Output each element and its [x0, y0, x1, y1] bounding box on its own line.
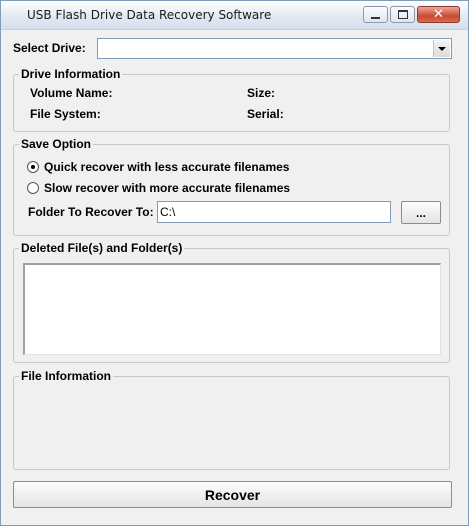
volume-name-label: Volume Name:	[30, 86, 113, 100]
window-title: USB Flash Drive Data Recovery Software	[27, 8, 272, 22]
browse-button[interactable]: ...	[401, 201, 441, 224]
title-bar[interactable]	[1, 1, 468, 30]
deleted-files-title: Deleted File(s) and Folder(s)	[21, 241, 183, 255]
drive-select[interactable]	[97, 38, 452, 59]
slow-recover-radio[interactable]	[27, 182, 39, 194]
quick-recover-label[interactable]: Quick recover with less accurate filenames	[44, 160, 290, 174]
folder-to-recover-input[interactable]: C:\	[157, 201, 391, 223]
file-information-title: File Information	[21, 369, 111, 383]
close-icon: ✕	[433, 7, 444, 22]
drive-dropdown-button[interactable]	[433, 40, 450, 57]
window-controls	[363, 6, 460, 23]
file-system-label: File System:	[30, 107, 101, 121]
maximize-icon	[398, 10, 408, 19]
drive-information-group	[13, 67, 450, 132]
chevron-down-icon	[438, 47, 446, 51]
recover-button[interactable]: Recover	[13, 481, 452, 508]
save-option-title: Save Option	[21, 137, 92, 151]
close-button[interactable]	[417, 6, 460, 23]
select-drive-label: Select Drive:	[13, 41, 86, 55]
file-information-group	[13, 369, 450, 470]
deleted-files-list[interactable]	[23, 263, 441, 355]
serial-label: Serial:	[247, 107, 284, 121]
quick-recover-radio[interactable]	[27, 161, 39, 173]
maximize-button[interactable]	[390, 6, 415, 23]
deleted-files-group	[13, 241, 450, 363]
minimize-button[interactable]	[363, 6, 388, 23]
slow-recover-label[interactable]: Slow recover with more accurate filenames	[44, 181, 291, 195]
folder-to-recover-label: Folder To Recover To:	[28, 205, 154, 219]
drive-information-title: Drive Information	[21, 67, 121, 81]
size-label: Size:	[247, 86, 276, 100]
save-option-group	[13, 137, 450, 236]
minimize-icon	[371, 17, 380, 19]
